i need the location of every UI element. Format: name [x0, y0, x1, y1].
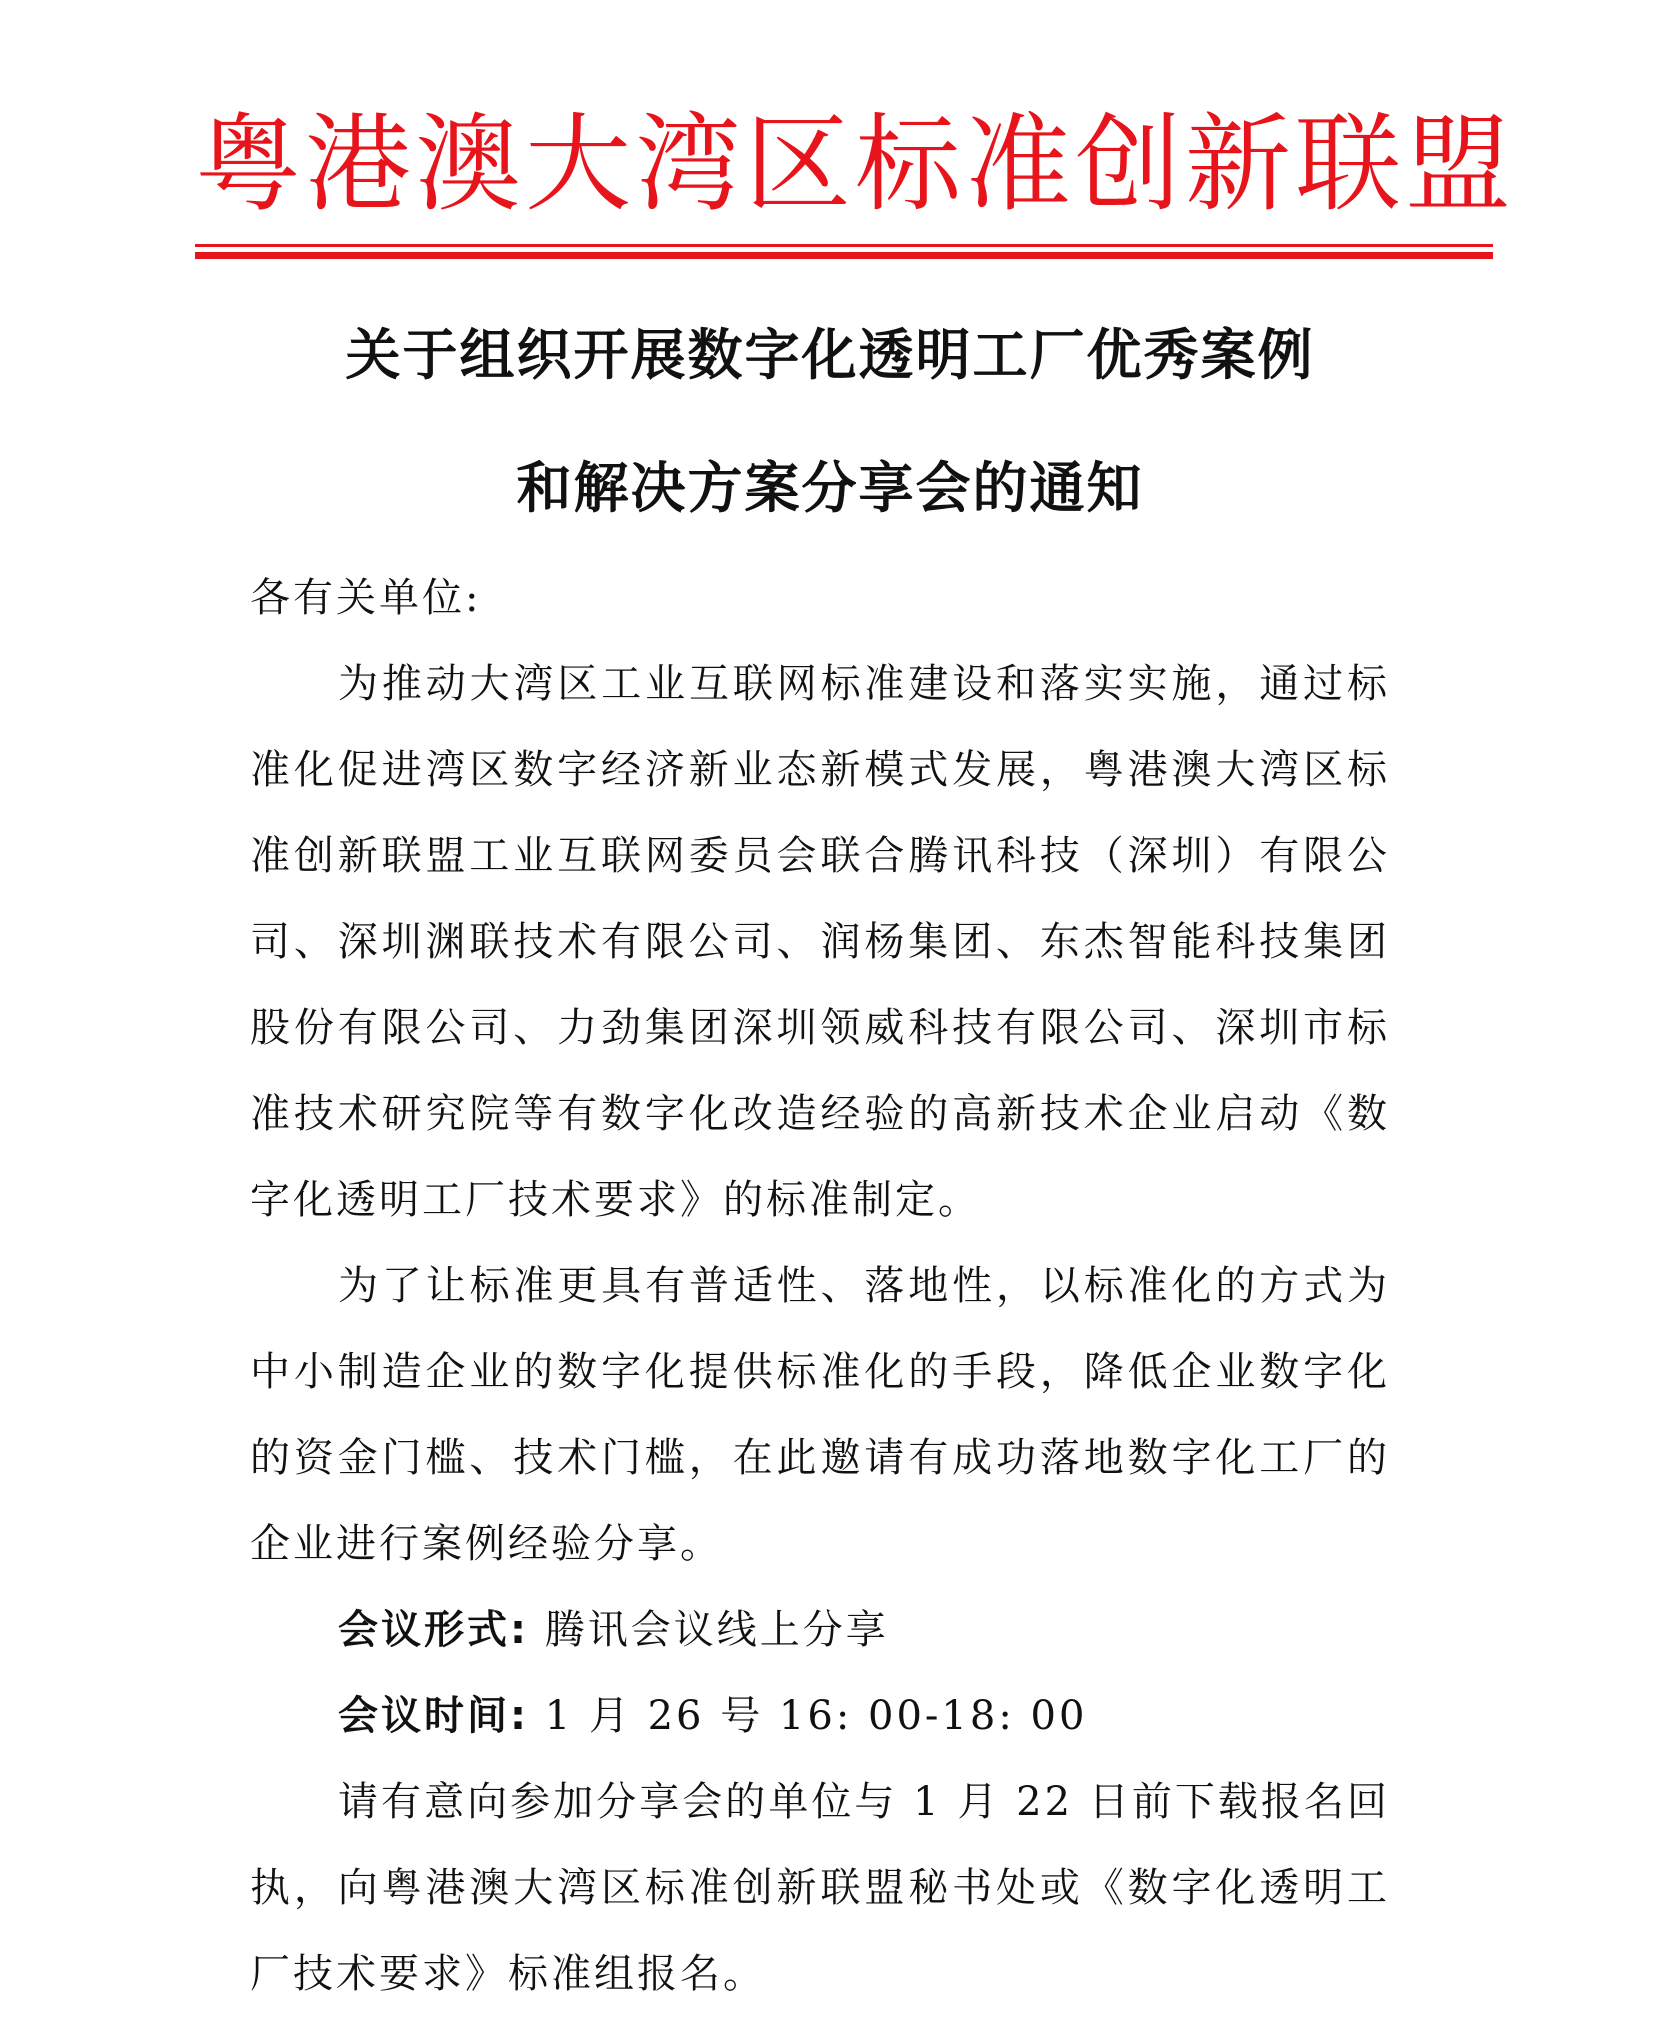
- meeting-time: [250, 1673, 1390, 1759]
- meeting-format-value: 腾讯会议线上分享: [529, 1607, 889, 1653]
- notice-body: [250, 555, 1390, 2017]
- masthead-org-name: 粤港澳大湾区标准创新联盟: [195, 103, 1515, 226]
- notice-title-line-2: 和解决方案分享会的通知: [516, 456, 1144, 520]
- salutation: 各有关单位:: [250, 575, 482, 621]
- meeting-time-label: 会议时间:: [338, 1693, 529, 1739]
- meeting-time-value: 1 月 26 号 16: 00-18: 00: [529, 1693, 1088, 1739]
- notice-title-line-1: 关于组织开展数字化透明工厂优秀案例: [345, 323, 1315, 387]
- masthead-rule-thin: [195, 244, 1493, 247]
- paragraph-2: 为了让标准更具有普适性、落地性，以标准化的方式为中小制造企业的数字化提供标准化的手段，降低企业数字化的资金门槛、技术门槛，在此邀请有成功落地数字化工厂的企业进行案例经验分享。: [250, 1263, 1390, 1567]
- paragraph-3: 请有意向参加分享会的单位与 1 月 22 日前下载报名回执，向粤港澳大湾区标准创新联盟秘书处或《数字化透明工厂技术要求》标准组报名。: [250, 1779, 1390, 1997]
- paragraph-1: 为推动大湾区工业互联网标准建设和落实实施，通过标准化促进湾区数字经济新业态新模式发展，粤港澳大湾区标准创新联盟工业互联网委员会联合腾讯科技（深圳）有限公司、深圳渊联技术有限公司、润杨集团、东杰智能科技集团股份有限公司、力劲集团深圳领威科技有限公司、深圳市标准技术研究院等有数字化改造经验的高新技术企业启动《数字化透明工厂技术要求》的标准制定。: [250, 661, 1390, 1223]
- meeting-format-label: 会议形式:: [338, 1607, 529, 1653]
- masthead-rule-thick: [195, 252, 1493, 259]
- meeting-format: [250, 1587, 1390, 1673]
